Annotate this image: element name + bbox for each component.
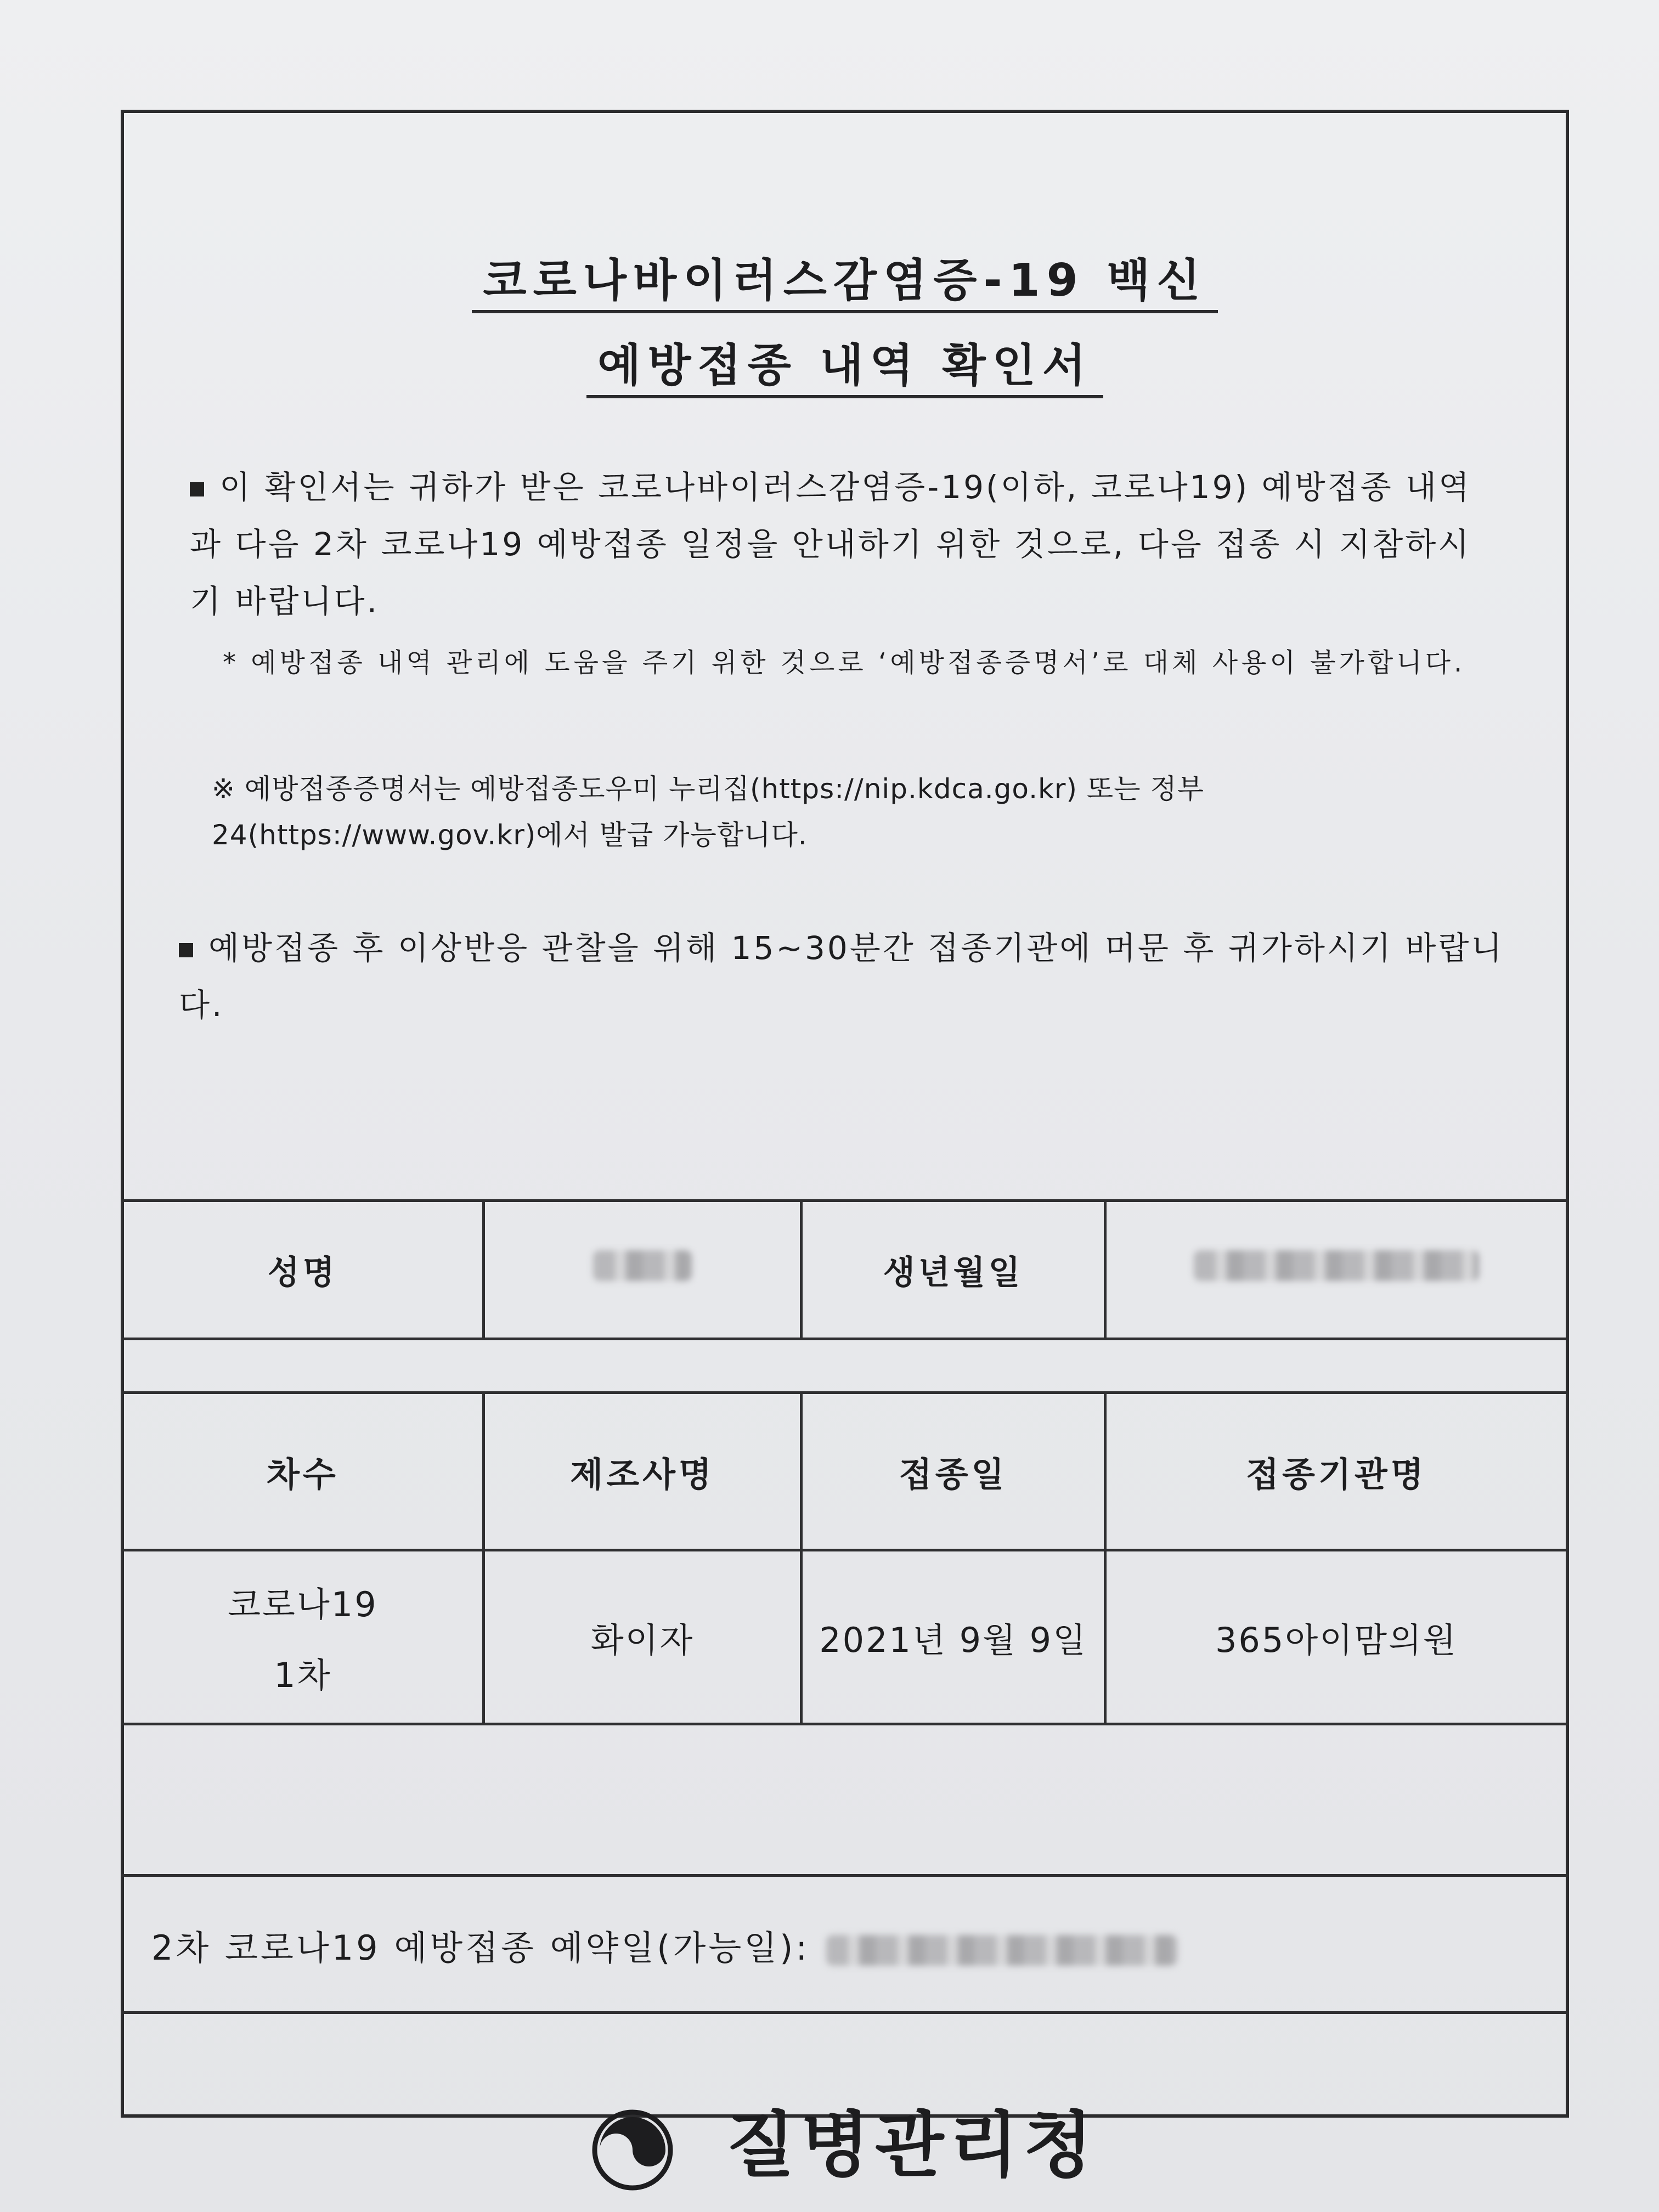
table-row [122, 1550, 1568, 1724]
agency-footer [124, 2088, 1566, 2191]
observation-paragraph: 예방접종 후 이상반응 관찰을 위해 15~30분간 접종기관에 머문 후 귀가하시기 바랍니다. [179, 929, 1504, 1024]
divider [121, 2011, 1569, 2014]
birth-label: 생년월일 [802, 1201, 1105, 1339]
institution-cell: 365아이맘의원 [1105, 1550, 1567, 1724]
document-title-line1: 코로나바이러스감염증-19 백신 [124, 245, 1566, 309]
document-frame [121, 110, 1569, 2187]
manufacturer-cell: 화이자 [483, 1550, 802, 1724]
reservation-label: 2차 코로나19 예방접종 예약일(가능일): [151, 1928, 810, 1968]
header-institution: 접종기관명 [1105, 1393, 1567, 1550]
bullet-icon [179, 943, 193, 957]
note-star: * 예방접종 내역 관리에 도움을 주기 위한 것으로 ‘예방접종증명서’로 대체 사용이 불가합니다. [223, 647, 1466, 678]
header-manufacturer: 제조사명 [483, 1393, 802, 1550]
intro-paragraph: 이 확인서는 귀하가 받은 코로나바이러스감염증-19(이하, 코로나19) 예방접종 내역과 다음 2차 코로나19 예방접종 일정을 안내하기 위한 것으로, 다음 접종 시 지참하시기 바랍니다. [190, 469, 1472, 620]
header-date: 접종일 [802, 1393, 1105, 1550]
dose-line2: 1차 [274, 1655, 332, 1695]
document-title-line2: 예방접종 내역 확인서 [124, 330, 1566, 394]
note-reference: ※ 예방접종증명서는 예방접종도우미 누리집(https://nip.kdca.go.kr) 또는 정부24(https://www.gov.kr)에서 발급 가능합니다. [212, 773, 1204, 851]
agency-name: 질병관리청 [726, 2103, 1098, 2187]
reservation-value-redacted [826, 1935, 1177, 1966]
reservation-line [151, 1921, 1177, 1970]
bullet-icon [190, 482, 204, 496]
personal-info-table [121, 1199, 1569, 1340]
header-dose: 차수 [122, 1393, 484, 1550]
taegeuk-logo-icon [591, 2109, 674, 2191]
table-header-row [122, 1393, 1568, 1550]
birth-value-redacted [1105, 1201, 1567, 1339]
name-label: 성명 [122, 1201, 484, 1339]
dose-line1: 코로나19 [228, 1584, 378, 1624]
dose-cell [122, 1550, 484, 1724]
date-cell: 2021년 9월 9일 [802, 1550, 1105, 1724]
divider [121, 1874, 1569, 1877]
name-value-redacted [483, 1201, 802, 1339]
vaccination-table [121, 1391, 1569, 1725]
